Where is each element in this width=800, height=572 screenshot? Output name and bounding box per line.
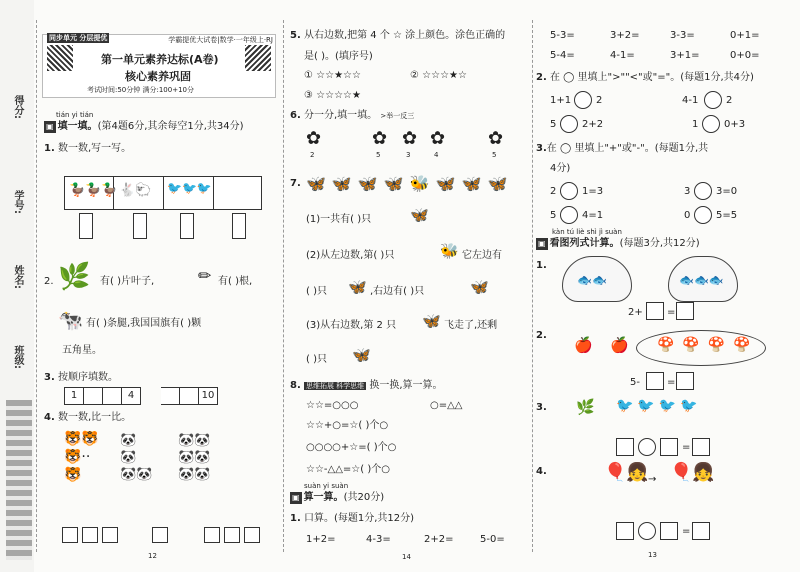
q2b-item: 0+3 xyxy=(724,119,746,130)
answer-box[interactable] xyxy=(692,522,710,540)
section2-desc: (共20分) xyxy=(343,492,385,503)
section1-heading xyxy=(44,121,244,133)
section2-pinyin: suàn yi suàn xyxy=(304,482,349,490)
binding-line xyxy=(36,20,37,552)
q8-row2: ☆☆+○=☆( )个○ xyxy=(306,420,389,431)
q3-cell-input[interactable] xyxy=(103,387,122,405)
flower-3: ✿ xyxy=(402,128,418,149)
page-number-middle: 14 xyxy=(402,553,411,561)
q3c-n4: 4. xyxy=(536,466,547,477)
q3-cell: 4 xyxy=(122,387,141,405)
q2b-text: 2. 在 ◯ 里填上">""<"或"="。(每题1分,共4分) xyxy=(536,72,754,83)
binding-strip xyxy=(0,0,34,572)
q4-text: 4. 数一数,比一比。 xyxy=(44,412,132,423)
flower-5: ✿ xyxy=(488,128,504,149)
q3b-item: 3 xyxy=(684,186,691,197)
birds-picture: 🐦🐦🐦🐦 xyxy=(616,398,702,414)
operator-circle[interactable] xyxy=(638,438,656,456)
score-label: 得分: xyxy=(12,95,23,119)
q2-text-a: 有( )片叶子, xyxy=(100,276,155,287)
oral-item: 1+2= xyxy=(306,534,336,545)
section1-desc: (第4题6分,其余每空1分,共34分) xyxy=(97,121,244,132)
oral-text: 1. 口算。(每题1分,共12分) xyxy=(290,513,415,524)
q3-cell-input[interactable] xyxy=(84,387,103,405)
q3-cell: 10 xyxy=(199,387,218,405)
paper-title: 第一单元素养达标(A卷) xyxy=(101,53,219,66)
q1-text: 1. 数一数,写一写。 xyxy=(44,143,132,154)
answer-box[interactable] xyxy=(676,302,694,320)
q4-answer-box-2[interactable] xyxy=(82,527,98,543)
butterfly-icon: 🦋 xyxy=(410,206,429,224)
branch-picture: 🌿 xyxy=(576,398,595,416)
q3-cell-input[interactable] xyxy=(161,387,180,405)
butterfly-icon: 🦋 xyxy=(352,346,371,364)
fish-picture: 🐟🐟🐟 xyxy=(679,273,724,287)
qr-code-right xyxy=(245,45,271,71)
q5-option-2[interactable]: ② ☆☆☆★☆ xyxy=(410,70,467,81)
operator-circle[interactable] xyxy=(560,206,578,224)
q8-row3: ○○○○+☆=( )个○ xyxy=(306,442,397,453)
oral-item: 2+2= xyxy=(424,534,454,545)
section1-pinyin: tián yi tián xyxy=(56,111,94,119)
q7-b1: (2)从左边数,第( )只 xyxy=(306,250,395,261)
q3-text: 3. 按顺序填数。 xyxy=(44,372,118,383)
fishbowl-left xyxy=(562,256,632,302)
q3b-text-a: 3.在 ◯ 里填上"+"或"-"。(每题1分,共 xyxy=(536,143,709,154)
q2b-item: 5 xyxy=(550,119,557,130)
q3b-item: 5 xyxy=(550,210,557,221)
brand-logo-graphic xyxy=(6,400,32,560)
section3-pinyin: kàn tú liè shì jì suàn xyxy=(552,228,622,236)
q3-cell-input[interactable] xyxy=(180,387,199,405)
answer-box[interactable] xyxy=(646,372,664,390)
birds-picture: 🐦🐦🐦 xyxy=(167,181,212,195)
answer-box[interactable] xyxy=(660,522,678,540)
grouped-items-oval xyxy=(636,330,766,366)
fishbowl-right xyxy=(668,256,738,302)
butterfly-icon: 🦋 xyxy=(470,278,489,296)
q7-a: (1)一共有( )只 xyxy=(306,214,372,225)
q3c-n2: 2. xyxy=(536,330,547,341)
answer-box[interactable] xyxy=(646,302,664,320)
q3-number-row xyxy=(64,387,218,403)
animals-picture: 🐇🐑 xyxy=(119,183,152,198)
q3b-item: 5=5 xyxy=(716,210,738,221)
operator-circle[interactable] xyxy=(560,182,578,200)
oral-item: 5-4= xyxy=(550,50,575,61)
q4-animals-left: 🐯🐯 🐯·· 🐯 xyxy=(64,431,99,483)
q2b-item: 2 xyxy=(726,95,733,106)
q1-answer-box-2[interactable] xyxy=(133,213,147,239)
q4-answer-box-4[interactable] xyxy=(152,527,168,543)
q7-b2: 它左边有 xyxy=(462,250,502,261)
q4-answer-box-5[interactable] xyxy=(204,527,220,543)
q8-text: 8. 思维拓展 科学思维 换一换,算一算。 xyxy=(290,380,443,391)
q5-text-b: 是( )。(填序号) xyxy=(304,51,373,62)
qr-code-left xyxy=(47,45,73,71)
q3c-n3: 3. xyxy=(536,402,547,413)
butterfly-icon: 🦋 xyxy=(422,312,441,330)
q4-animals-middle: 🐼 🐼 🐼🐼 xyxy=(120,433,153,482)
pencil-picture: ✏ xyxy=(198,266,212,285)
q3c-eq4-equals: = xyxy=(682,526,691,537)
girl-with-balloons-picture: 🎈👧 xyxy=(604,462,649,483)
oral-item: 5-3= xyxy=(550,30,575,41)
q2b-item: 2+2 xyxy=(582,119,604,130)
fish-picture: 🐟🐟 xyxy=(577,273,607,287)
flower-4: ✿ xyxy=(430,128,446,149)
page-number-right: 13 xyxy=(648,551,657,559)
q4-answer-box-3[interactable] xyxy=(102,527,118,543)
oral-item: 5-0= xyxy=(480,534,505,545)
q4-answer-box-1[interactable] xyxy=(62,527,78,543)
q4-answer-box-6[interactable] xyxy=(224,527,240,543)
q7-b4: ,右边有( )只 xyxy=(370,286,425,297)
column-divider-1 xyxy=(283,20,284,552)
q3b-item: 2 xyxy=(550,186,557,197)
fruit-picture: 🍎 xyxy=(610,336,629,354)
flower-2: ✿ xyxy=(372,128,388,149)
flower-number: 5 xyxy=(376,151,381,159)
q7-c3: ( )只 xyxy=(306,354,327,365)
answer-box[interactable] xyxy=(616,522,634,540)
q2b-item: 1 xyxy=(692,119,699,130)
q2b-item: 2 xyxy=(596,95,603,106)
student-id-label: 学号: xyxy=(12,190,23,214)
compare-circle[interactable] xyxy=(574,91,592,109)
series-info: 学霸提优大试卷|数学·一年级上·RJ xyxy=(168,36,273,44)
section1-title: 填一填。 xyxy=(57,121,98,132)
compare-circle[interactable] xyxy=(560,115,578,133)
q7-c2: 飞走了,还剩 xyxy=(444,320,498,331)
butterflies-row: 🦋🦋🦋🦋🐝🦋🦋🦋 xyxy=(306,174,514,193)
q1-picture-row xyxy=(64,176,262,210)
compare-circle[interactable] xyxy=(704,91,722,109)
mushroom-picture: 🍄🍄🍄🍄 xyxy=(657,337,759,353)
q1-answer-box-4[interactable] xyxy=(232,213,246,239)
flower-1: ✿ xyxy=(306,128,322,149)
answer-box[interactable] xyxy=(692,438,710,456)
section3-title: 看图列式计算。 xyxy=(549,238,620,249)
bee-icon: 🐝 xyxy=(440,242,459,260)
q3b-item: 3=0 xyxy=(716,186,738,197)
page-number-left: 12 xyxy=(148,552,157,560)
class-label: 班级: xyxy=(12,345,23,369)
q4-answer-box-7[interactable] xyxy=(244,527,260,543)
arrow-icon: → xyxy=(648,474,657,485)
operator-circle[interactable] xyxy=(638,522,656,540)
q5-text-a: 5. 从右边数,把第 4 个 ☆ 涂上颜色。涂色正确的 xyxy=(290,30,506,41)
fruit-picture: 🍎 xyxy=(574,336,593,354)
section3-icon: ▣ xyxy=(538,239,546,248)
cow-picture: 🐄 xyxy=(58,308,83,332)
q5-option-3[interactable]: ③ ☆☆☆☆★ xyxy=(304,90,361,101)
q3c-eq1b: = xyxy=(667,307,676,318)
q3b-text-b: 4分) xyxy=(550,163,571,174)
q7-num: 7. xyxy=(290,178,301,189)
q1-answer-box-1[interactable] xyxy=(79,213,93,239)
series-tag: 同步单元 分层提优 xyxy=(49,34,108,42)
time-score-info: 考试时间:50分钟 满分:100+10分 xyxy=(87,86,194,94)
oral-item: 3+2= xyxy=(610,30,640,41)
flower-number: 4 xyxy=(434,151,439,159)
q2-text-c: 有( )条腿,我国国旗有( )颗 xyxy=(86,318,202,329)
name-label: 姓名: xyxy=(12,265,23,289)
flower-number: 3 xyxy=(406,151,411,159)
compare-circle[interactable] xyxy=(702,115,720,133)
q2b-item: 4-1 xyxy=(682,95,699,106)
section3-desc: (每题3分,共12分) xyxy=(619,238,700,249)
column-divider-2 xyxy=(532,20,533,552)
q7-b3: ( )只 xyxy=(306,286,327,297)
oral-item: 4-1= xyxy=(610,50,635,61)
q3c-eq1a: 2+ xyxy=(628,307,643,318)
section2-heading xyxy=(290,492,384,504)
oral-item: 0+1= xyxy=(730,30,760,41)
operator-circle[interactable] xyxy=(694,182,712,200)
q2-text-b: 有( )根, xyxy=(218,276,253,287)
paper-subtitle: 核心素养巩固 xyxy=(125,70,191,83)
q3b-item: 4=1 xyxy=(582,210,604,221)
flower-number: 5 xyxy=(492,151,497,159)
oral-item: 3-3= xyxy=(670,30,695,41)
branch-leaves-picture: 🌿 xyxy=(58,262,91,292)
girl-with-balloons-after-picture: 🎈👧 xyxy=(670,462,715,483)
operator-circle[interactable] xyxy=(694,206,712,224)
flower-number: 2 xyxy=(310,151,315,159)
section3-heading xyxy=(536,238,700,250)
q3c-eq2b: = xyxy=(667,377,676,388)
oral-item: 4-3= xyxy=(366,534,391,545)
section1-icon: ▣ xyxy=(46,122,54,131)
q4-animals-right: 🐼🐼 🐼🐼 🐼🐼 xyxy=(178,433,211,482)
q3b-item: 1=3 xyxy=(582,186,604,197)
q8-row1a: ☆☆=○○○ xyxy=(306,400,359,411)
oral-item: 0+0= xyxy=(730,50,760,61)
butterfly-icon: 🦋 xyxy=(348,278,367,296)
q5-option-1[interactable]: ① ☆☆★☆☆ xyxy=(304,70,361,81)
section2-icon: ▣ xyxy=(292,493,300,502)
oral-item: 3+1= xyxy=(670,50,700,61)
q6-text: 6. 分一分,填一填。 >举一反三 xyxy=(290,110,415,121)
answer-box[interactable] xyxy=(676,372,694,390)
q1-answer-box-3[interactable] xyxy=(180,213,194,239)
ducks-picture: 🦆🦆🦆 xyxy=(69,183,118,198)
q8-row1b: ○=△△ xyxy=(430,400,463,411)
q3c-eq2a: 5- xyxy=(630,377,640,388)
header-box xyxy=(42,34,276,98)
answer-box[interactable] xyxy=(616,438,634,456)
q7-c1: (3)从右边数,第 2 只 xyxy=(306,320,397,331)
q3-cell: 1 xyxy=(64,387,84,405)
q3c-eq3-equals: = xyxy=(682,442,691,453)
q3c-n1: 1. xyxy=(536,260,547,271)
q2b-item: 1+1 xyxy=(550,95,572,106)
q8-row4: ☆☆-△△=☆( )个○ xyxy=(306,464,390,475)
q2-text-d: 五角星。 xyxy=(62,345,102,356)
answer-box[interactable] xyxy=(660,438,678,456)
q3b-item: 0 xyxy=(684,210,691,221)
section2-title: 算一算。 xyxy=(303,492,344,503)
q2-num: 2. xyxy=(44,276,54,287)
